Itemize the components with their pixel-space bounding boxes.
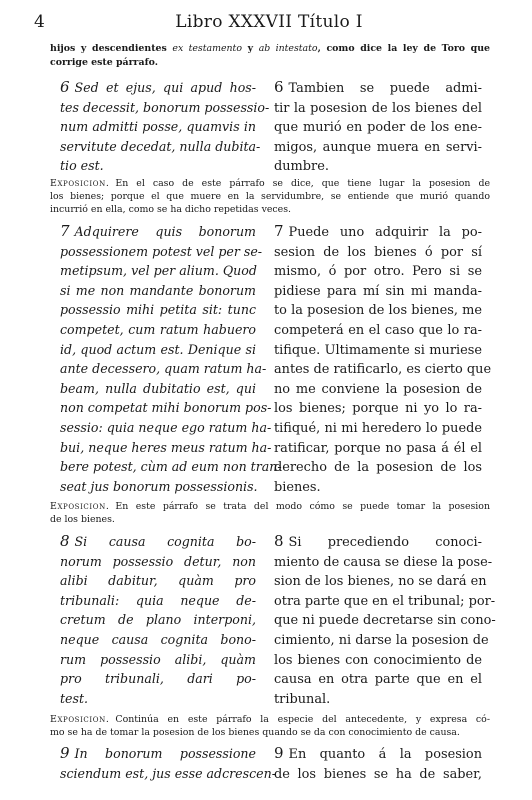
section-number: 9	[274, 744, 284, 762]
exposicion-7: Exposicion. En este párrafo se trata del modo cómo se puede tomar la posesion de los bienes.	[50, 501, 490, 525]
section-8	[56, 532, 496, 712]
section-number: 8	[60, 532, 70, 550]
running-title: Libro XXXVII Título I	[175, 12, 363, 32]
section-number: 7	[60, 222, 70, 240]
page-number: 4	[34, 12, 45, 32]
spanish-column: 9 En quanto á la posesion de los bienes se ha de saber,	[274, 744, 482, 782]
page-header	[34, 12, 504, 40]
section-number: 6	[274, 78, 284, 96]
section-number: 6	[60, 78, 70, 96]
latin-column: 7 Adquirere quis bonorum possessionem potest vel per se- metipsum, vel per alium. Quod si me non mandante bonorum possessio mihi petita sit: tunc competet, cum ratum habuero id, quod actum est. Denique si ante decessero, quam ratum ha- beam, nulla dubitatio est, qui non competat mihi bonorum pos- sessio: quia neque ego ratum ha- bui, neque heres meus ratum ha- bere potest, cùm ad eum non tran- seat jus bonorum possessionis.	[60, 222, 282, 494]
section-7	[56, 222, 492, 498]
continuation-text: hijos y descendientes ex testamento y ab intestato, como dice la ley de Toro que corrige este párrafo.	[50, 43, 490, 68]
exposicion-8: Exposicion. Continúa en este párrafo la especie del antecedente, y expresa có- mo se ha de tomar la posesion de los bienes quando se da con conocimiento de causa.	[50, 714, 490, 738]
section-6	[56, 78, 486, 178]
latin-column: 9 In bonorum possessione sciendum est, jus esse adcrescen-	[60, 744, 276, 781]
latin-column: 6 Sed et ejus, qui apud hos- tes decessit, bonorum possessio- num admitti posse, quamvis in servitute decedat, nulla dubita- tio est.	[60, 78, 270, 174]
spanish-column: 7 Puede uno adquirir la po- sesion de los bienes ó por sí mismo, ó por otro. Pero si se pidiese para mí sin mi manda- to la posesion de los bienes, me competerá en el caso que lo ra- tifique. Ultimamente si muriese antes de ratificarlo, es cierto que no me conviene la posesion de los bienes; porque ni yo lo ra- tifiqué, ni mi heredero lo puede ratificar, porque no pasa á él el derecho de la posesion de los bienes.	[274, 222, 492, 495]
spanish-column: 6 Tambien se puede admi- tir la posesion de los bienes del que murió en poder de los ene- migos, aunque muera en servi- dumbre.	[274, 78, 482, 175]
exposicion-label: Exposicion.	[50, 501, 110, 512]
exposicion-label: Exposicion.	[50, 178, 110, 189]
section-number: 9	[60, 744, 70, 762]
latin-column: 8 Si causa cognita bo- norum possessio detur, non alibi dabitur, quàm pro tribunali: quia neque de- cretum de plano interponi, neque causa cognita bono- rum possessio alibi, quàm pro tribunali, dari po- test.	[60, 532, 256, 706]
section-number: 7	[274, 222, 284, 240]
section-9	[56, 744, 486, 788]
exposicion-6: Exposicion. En el caso de este párrafo se dice, que tiene lugar la posesion de los bienes; porque el que muere en la servidumbre, se entiende que murió quando incurrió en ella, como se ha dicho repetidas veces.	[50, 178, 490, 215]
exposicion-label: Exposicion.	[50, 714, 110, 725]
spanish-column: 8 Si precediendo conoci- miento de causa se diese la pose- sion de los bienes, no se dará en otra parte que en el tribunal; por- que ni puede decretarse sin cono- cimiento, ni darse la posesion de los bienes con conocimiento de causa en otra parte que en el tribunal.	[274, 532, 496, 707]
section-number: 8	[274, 532, 284, 550]
